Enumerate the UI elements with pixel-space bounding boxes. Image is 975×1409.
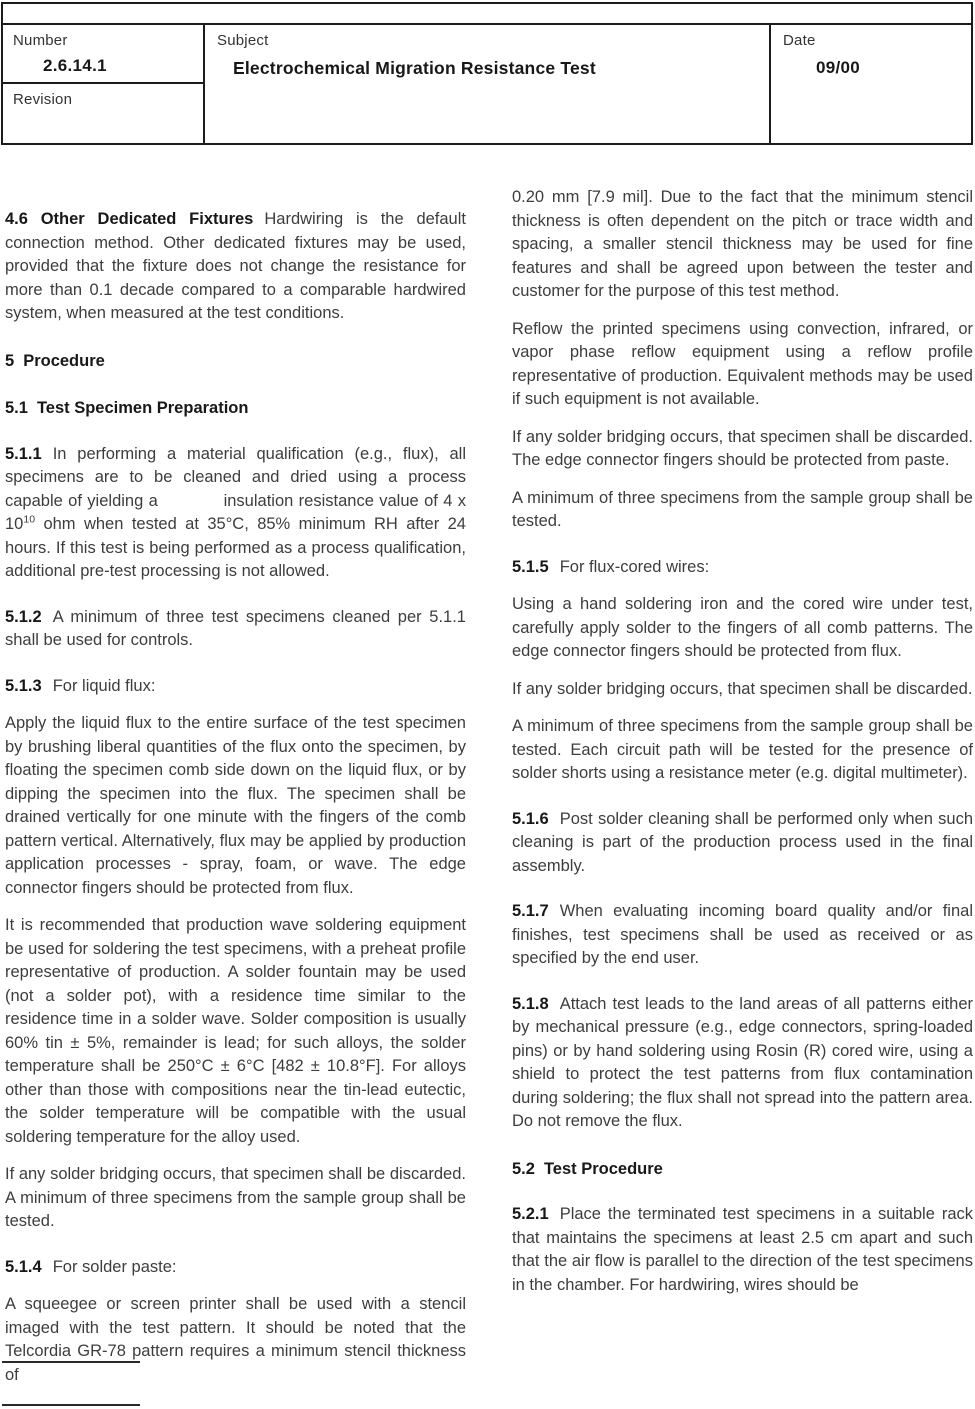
paragraph-text: 0.20 mm [7.9 mil]. Due to the fact that the minimum stencil thickness is often dependent on the pitch or trace width and spacing, a smaller stencil thickness may be used for fine features and shall be agreed upon between the tester and customer for the purpose of this test method.: [512, 188, 973, 300]
section-number: 5.1.5: [512, 557, 549, 576]
header-cell-number: [3, 25, 205, 143]
section-number: 5.1.2: [5, 607, 42, 626]
paragraph: [512, 487, 973, 534]
paragraph: [5, 1163, 466, 1234]
paragraph: [5, 1256, 466, 1280]
paragraph: [512, 808, 973, 879]
section-number: 5.2: [512, 1159, 535, 1178]
revision-label: Revision: [13, 91, 73, 108]
paragraph-text: A minimum of three specimens from the sample group shall be tested. Each circuit path will be tested for the presence of solder shorts using a resistance meter (e.g. digital multimeter).: [512, 717, 973, 782]
paragraph-text: If any solder bridging occurs, that specimen shall be discarded. A minimum of three specimens from the sample group shall be tested.: [5, 1165, 466, 1230]
paragraph: [5, 606, 466, 653]
date-label: Date: [783, 32, 816, 49]
number-value: 2.6.14.1: [43, 56, 107, 75]
paragraph-text: For liquid flux:: [52, 676, 156, 695]
section-number: 5.1.6: [512, 809, 549, 828]
footnote-rule-1: [2, 1361, 140, 1363]
paragraph: [512, 318, 973, 412]
paragraph-text: It is recommended that production wave soldering equipment be used for soldering the test specimens, with a preheat profile representative of production. A solder fountain may be used (not a solder pot), with a residence time similar to the residence time in a solder wave. Solder composition is usually 60% tin ± 5%, remainder is lead; for such alloys, the solder temperature shall be 250°C ± 6°C [482 ± 10.8°F]. For alloys other than those with compositions near the tin-lead eutectic, the solder temperature will be compatible with the usual soldering temperature for the alloy used.: [5, 916, 466, 1146]
section-number: 5.1.1: [5, 444, 42, 463]
section-heading: [5, 397, 466, 421]
superscript: 10: [23, 513, 36, 526]
section-number: 4.6 Other Dedicated Fixtures: [5, 210, 254, 228]
paragraph-text: If any solder bridging occurs, that specimen shall be discarded.: [512, 679, 973, 698]
footnote-rule-2: [2, 1404, 140, 1406]
paragraph-text: For solder paste:: [52, 1257, 177, 1276]
paragraph: [512, 426, 973, 473]
subject-label: Subject: [217, 32, 269, 49]
header-cell-date: [771, 25, 971, 143]
revision-section: [3, 84, 203, 108]
header-table: [1, 2, 973, 145]
paragraph: [512, 678, 973, 702]
number-label: Number: [13, 32, 68, 49]
paragraph-text: Hardwiring is the default connection method. Other dedicated fixtures may be used, provided that the fixture does not change the resistance for more than 0.1 decade compared to a comparable hardwired system, when measured at the test conditions.: [5, 210, 466, 322]
paragraph: [5, 443, 466, 584]
paragraph-text: For flux-cored wires:: [559, 557, 710, 576]
paragraph: [5, 712, 466, 900]
paragraph: [5, 675, 466, 699]
section-number: 5.1: [5, 399, 28, 417]
section-heading: [512, 1158, 973, 1182]
paragraph-text: In performing a material qualification (e.g., flux), all specimens are to be cleaned and dried using a process capable of yielding a insulation resistance value of 4 x $10^{10}$ ohm when tested at 35°C, 85% minimum RH after 24 hours. If this test is being performed as a process qualification, additional pre-test processing is not allowed.: [5, 444, 466, 580]
header-row: [3, 25, 971, 143]
paragraph-text: Post solder cleaning shall be performed only when such cleaning is part of the production process used in the final assembly.: [512, 809, 973, 875]
paragraph-text: Reflow the printed specimens using convection, infrared, or vapor phase reflow equipment using a reflow profile representative of production. Equivalent methods may be used if such equipment is not available.: [512, 319, 973, 408]
paragraph: [512, 556, 973, 580]
paragraph-text: Test Specimen Preparation: [36, 399, 249, 417]
right-column: [512, 186, 973, 1387]
subject-value: Electrochemical Migration Resistance Test: [233, 58, 596, 78]
paragraph: [512, 186, 973, 304]
paragraph: [512, 715, 973, 786]
header-cell-subject: [205, 25, 771, 143]
paragraph-text: Apply the liquid flux to the entire surface of the test specimen by brushing liberal quantities of the flux onto the specimen, by floating the specimen comb side down on the liquid flux, or by dipping the specimen into the flux. The specimen shall be drained vertically for one minute with the fingers of the comb pattern vertical. Alternatively, flux may be applied by production application processes - spray, foam, or wave. The edge connector fingers should be protected from flux.: [5, 714, 466, 897]
section-number: 5.1.7: [512, 902, 549, 920]
paragraph: [512, 593, 973, 664]
number-section: [3, 25, 203, 84]
section-number: 5.2.1: [512, 1205, 549, 1223]
section-number: 5.1.4: [5, 1257, 42, 1276]
paragraph-text: Place the terminated test specimens in a suitable rack that maintains the specimens at least 2.5 cm apart and such that the air flow is parallel to the direction of the test specimens in the chamber. For hardwiring, wires should be: [512, 1205, 973, 1294]
section-number: 5.1.3: [5, 676, 42, 695]
section-number: 5: [5, 351, 15, 370]
paragraph-text: Attach test leads to the land areas of all patterns either by mechanical pressure (e.g., edge connectors, spring-loaded pins) or by hand soldering using Rosin (R) cored wire, using a shield to protect the test patterns from flux contamination during soldering; the flux shall not spread into the pattern area. Do not remove the flux.: [512, 994, 973, 1130]
date-value: 09/00: [816, 58, 861, 77]
paragraph-text: If any solder bridging occurs, that specimen shall be discarded. The edge connector fingers should be protected from paste.: [512, 427, 973, 469]
document-body: [5, 186, 973, 1387]
paragraph-text: Procedure: [23, 351, 105, 370]
paragraph-text: Test Procedure: [543, 1159, 663, 1178]
header-top-strip: [3, 4, 971, 25]
paragraph-text: A minimum of three specimens from the sample group shall be tested.: [512, 488, 973, 530]
paragraph-text: A squeegee or screen printer shall be used with a stencil imaged with the test pattern. It should be noted that the Telcordia GR-78 pattern requires a minimum stencil thickness of: [5, 1295, 466, 1384]
paragraph: [512, 993, 973, 1134]
paragraph-text: A minimum of three test specimens cleaned per 5.1.1 shall be used for controls.: [5, 607, 466, 649]
paragraph: [512, 900, 973, 971]
paragraph: [5, 914, 466, 1149]
section-heading: [5, 350, 466, 374]
paragraph: [5, 208, 466, 326]
left-column: [5, 186, 466, 1387]
paragraph: [512, 1203, 973, 1297]
paragraph-text: When evaluating incoming board quality and/or final finishes, test specimens shall be used as received or as specified by the end user.: [512, 902, 973, 967]
section-number: 5.1.8: [512, 994, 549, 1013]
paragraph: [5, 1293, 466, 1387]
paragraph-text: Using a hand soldering iron and the cored wire under test, carefully apply solder to the fingers of all comb patterns. The edge connector fingers should be protected from flux.: [512, 595, 973, 660]
